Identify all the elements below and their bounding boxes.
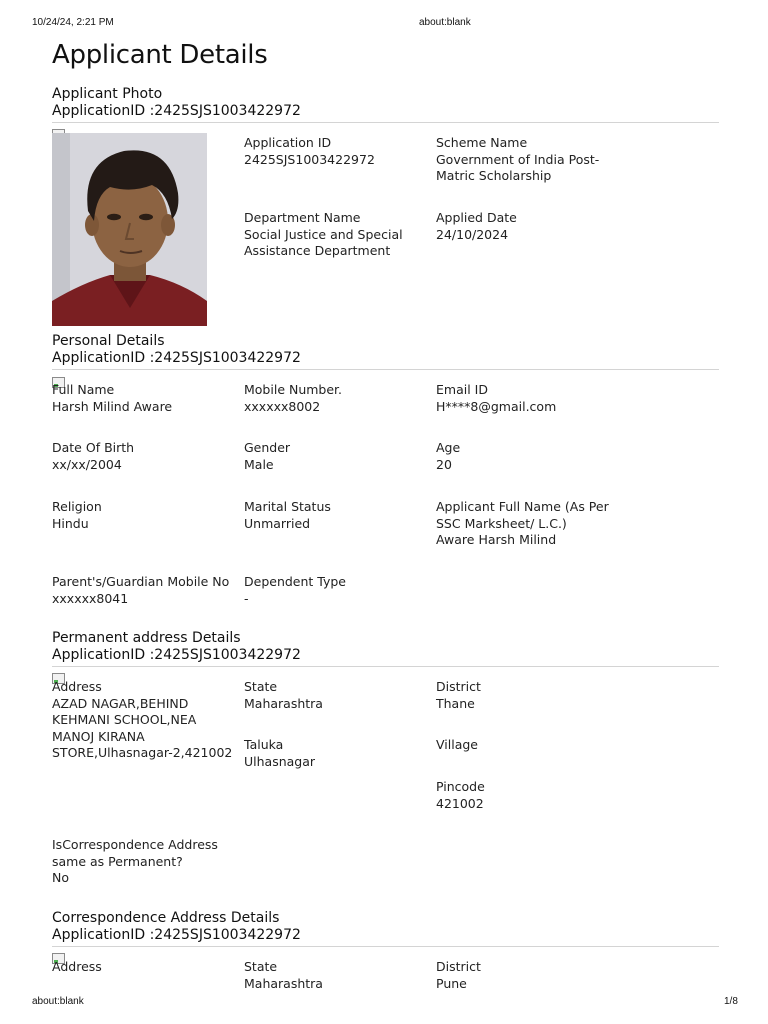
field-address	[52, 679, 232, 762]
field-correspondence-district	[436, 959, 481, 992]
field-taluka	[244, 737, 315, 770]
field-label: Dependent Type	[244, 574, 346, 589]
application-id-line: ApplicationID :2425SJS1003422972	[52, 103, 301, 119]
application-id-line: ApplicationID :2425SJS1003422972	[52, 350, 301, 366]
field-age	[436, 440, 460, 473]
field-value: Assistance Department	[244, 243, 391, 258]
field-label: Address	[52, 679, 102, 694]
field-value: xxxxxx8002	[244, 398, 321, 414]
field-value: xxxxxx8041	[52, 590, 129, 606]
field-value: AZAD NAGAR,BEHIND	[52, 695, 189, 711]
field-label: SSC Marksheet/ L.C.)	[436, 515, 567, 531]
field-value: No	[52, 870, 69, 885]
field-label: Village	[436, 737, 478, 752]
application-id-line: ApplicationID :2425SJS1003422972	[52, 647, 301, 663]
field-label: IsCorrespondence Address	[52, 837, 218, 852]
section-title-personal: Personal Details	[52, 333, 165, 349]
field-label: Mobile Number.	[244, 382, 343, 397]
field-village	[436, 737, 478, 754]
field-label: same as Permanent?	[52, 853, 183, 869]
field-value: KEHMANI SCHOOL,NEA	[52, 712, 197, 727]
field-label: Marital Status	[244, 499, 331, 514]
print-datetime: 10/24/24, 2:21 PM	[32, 17, 114, 28]
field-label: State	[244, 679, 278, 694]
field-gender	[244, 440, 290, 473]
field-label: Scheme Name	[436, 135, 528, 150]
field-correspondence-state	[244, 959, 323, 992]
field-label: Parent's/Guardian Mobile No	[52, 574, 230, 589]
field-religion	[52, 499, 102, 532]
field-mobile-number	[244, 382, 342, 415]
page-number: 1/8	[724, 996, 738, 1007]
section-divider	[52, 369, 719, 370]
field-applied-date	[436, 210, 517, 243]
section-title-permanent-address: Permanent address Details	[52, 630, 241, 646]
field-label: Date Of Birth	[52, 440, 135, 455]
footer-url: about:blank	[32, 996, 84, 1007]
field-label: District	[436, 679, 481, 694]
field-label: Full Name	[52, 382, 115, 397]
field-label: Gender	[244, 440, 291, 455]
field-value: Male	[244, 456, 274, 472]
section-title-applicant-photo: Applicant Photo	[52, 86, 163, 102]
field-value: Hindu	[52, 515, 89, 531]
field-value: 24/10/2024	[436, 226, 509, 242]
field-value: 20	[436, 456, 452, 472]
field-value: H****8@gmail.com	[436, 398, 557, 414]
field-scheme-name	[436, 135, 599, 185]
field-value: MANOJ KIRANA	[52, 728, 145, 744]
field-label: Pincode	[436, 779, 485, 794]
field-guardian-mobile	[52, 574, 229, 607]
field-label: District	[436, 959, 481, 974]
field-value: Pune	[436, 975, 467, 991]
field-value: Aware Harsh Milind	[436, 532, 557, 547]
field-value: Ulhasnagar	[244, 753, 316, 769]
field-value: Thane	[436, 695, 475, 711]
applicant-photo	[52, 133, 207, 326]
field-date-of-birth	[52, 440, 134, 473]
field-district	[436, 679, 481, 712]
field-label: Department Name	[244, 210, 361, 225]
field-label: Applicant Full Name (As Per	[436, 499, 609, 514]
field-correspondence-address	[52, 959, 102, 976]
section-divider	[52, 666, 719, 667]
section-title-correspondence-address: Correspondence Address Details	[52, 910, 280, 926]
field-label: Religion	[52, 499, 102, 514]
field-label: Address	[52, 959, 102, 974]
field-value: Maharashtra	[244, 695, 323, 711]
section-divider	[52, 122, 719, 123]
field-label: Email ID	[436, 382, 488, 397]
field-dependent-type	[244, 574, 346, 607]
field-value: Harsh Milind Aware	[52, 398, 173, 414]
field-value: xx/xx/2004	[52, 456, 122, 472]
section-divider	[52, 946, 719, 947]
field-pincode	[436, 779, 485, 812]
field-email-id	[436, 382, 556, 415]
field-value: Maharashtra	[244, 975, 323, 991]
field-label: State	[244, 959, 278, 974]
field-value: STORE,Ulhasnagar-2,421002	[52, 745, 233, 760]
field-value: -	[244, 590, 249, 606]
field-label: Applied Date	[436, 210, 517, 225]
applicant-photo-image	[52, 133, 207, 326]
field-same-as-permanent	[52, 837, 218, 887]
field-value: 421002	[436, 795, 484, 811]
field-label: Application ID	[244, 135, 332, 150]
application-id-line: ApplicationID :2425SJS1003422972	[52, 927, 301, 943]
field-value: Social Justice and Special	[244, 226, 403, 242]
page-title: Applicant Details	[52, 40, 268, 70]
field-label: Taluka	[244, 737, 284, 752]
field-label: Age	[436, 440, 461, 455]
field-value: Government of India Post-	[436, 151, 600, 167]
field-value: Unmarried	[244, 515, 311, 531]
print-url: about:blank	[419, 17, 471, 28]
field-full-name	[52, 382, 172, 415]
field-application-id	[244, 135, 375, 168]
field-marital-status	[244, 499, 331, 532]
field-value: Matric Scholarship	[436, 168, 552, 183]
field-department-name	[244, 210, 403, 260]
field-value: 2425SJS1003422972	[244, 151, 375, 167]
field-state	[244, 679, 323, 712]
field-ssc-full-name	[436, 499, 609, 549]
